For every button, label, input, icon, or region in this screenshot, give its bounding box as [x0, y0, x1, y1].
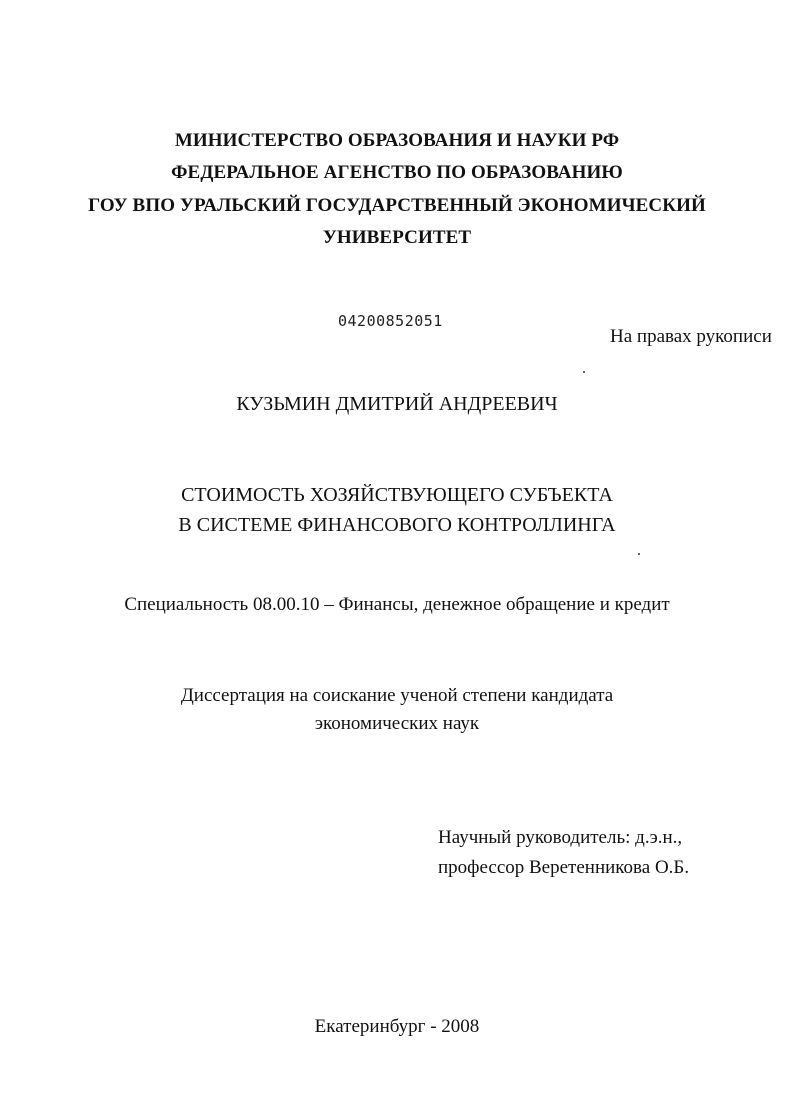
- university-heading: ГОУ ВПО УРАЛЬСКИЙ ГОСУДАРСТВЕННЫЙ ЭКОНОМИЧЕСКИЙ: [88, 195, 706, 216]
- ministry-heading: МИНИСТЕРСТВО ОБРАЗОВАНИЯ И НАУКИ РФ: [174, 130, 620, 151]
- supervisor-line-1: Научный руководитель: д.э.н.,: [438, 827, 683, 848]
- university-heading-continued: УНИВЕРСИТЕТ: [322, 227, 472, 248]
- specialty: Специальность 08.00.10 – Финансы, денежное обращение и кредит: [124, 594, 670, 615]
- agency-heading: ФЕДЕРАЛЬНОЕ АГЕНСТВО ПО ОБРАЗОВАНИЮ: [171, 162, 623, 183]
- manuscript-note: На правах рукописи: [610, 326, 772, 347]
- author-name: КУЗЬМИН ДМИТРИЙ АНДРЕЕВИЧ: [236, 393, 558, 415]
- serial-number: 04200852051: [338, 312, 443, 330]
- scan-speck: [638, 553, 640, 555]
- city-year: Екатеринбург - 2008: [314, 1016, 480, 1037]
- supervisor-line-2: профессор Веретенникова О.Б.: [438, 857, 690, 878]
- scan-speck: [583, 371, 585, 373]
- degree-statement-line-2: экономических наук: [314, 713, 480, 734]
- dissertation-title-line-2: В СИСТЕМЕ ФИНАНСОВОГО КОНТРОЛЛИНГА: [178, 514, 616, 536]
- dissertation-title-line-1: СТОИМОСТЬ ХОЗЯЙСТВУЮЩЕГО СУБЪЕКТА: [181, 484, 613, 506]
- degree-statement-line-1: Диссертация на соискание ученой степени кандидата: [180, 685, 614, 706]
